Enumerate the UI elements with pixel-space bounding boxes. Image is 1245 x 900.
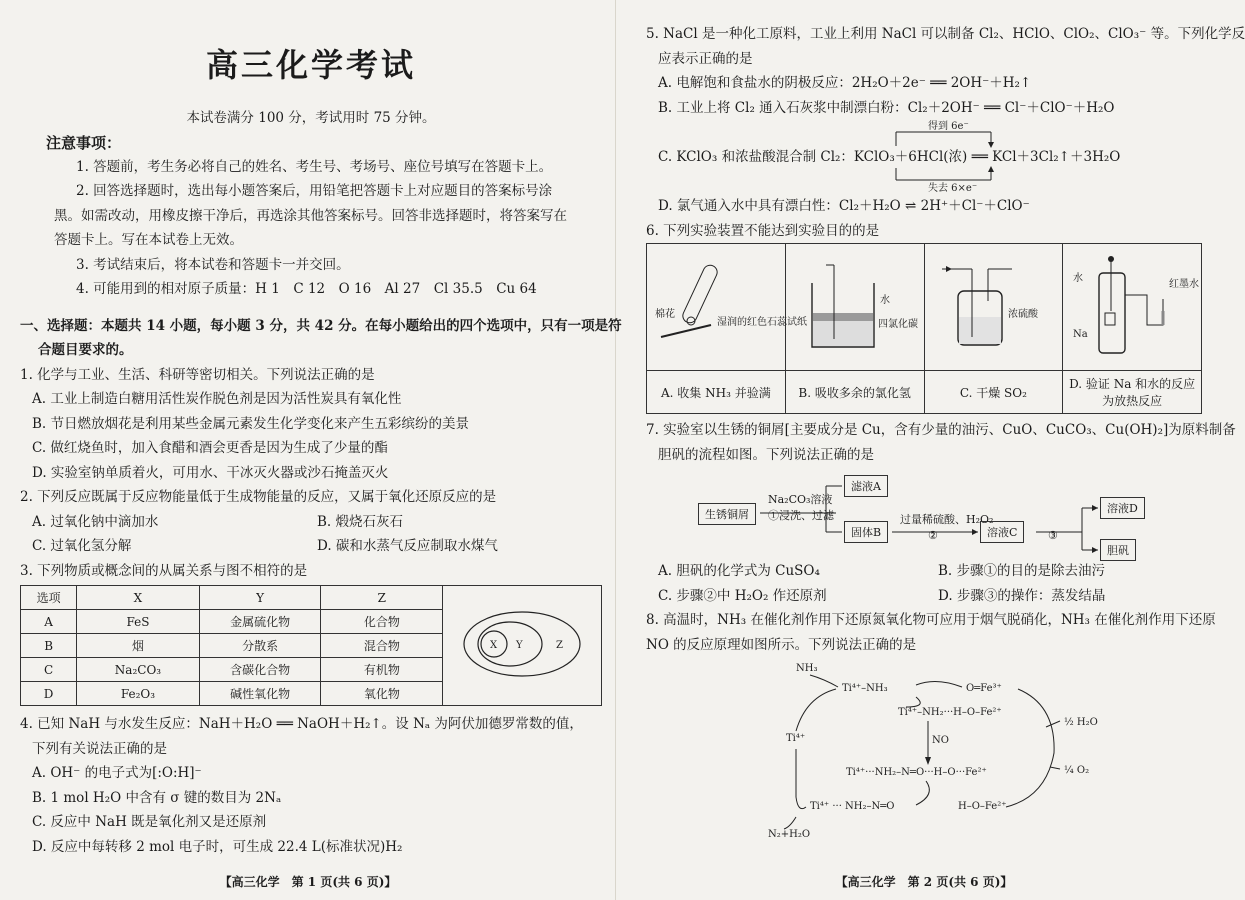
table-cell: 分散系 (199, 634, 321, 658)
question-6 (646, 219, 1218, 415)
caption-b: B. 吸收多余的氯化氢 (785, 371, 924, 414)
venn-label-x: X (490, 640, 498, 651)
table-cell: 氧化物 (321, 682, 443, 706)
option-d: D. 氯气通入水中具有漂白性：Cl₂＋H₂O ⇌ 2H⁺＋Cl⁻＋ClO⁻ (658, 198, 1030, 214)
question-stem: 3. 下列物质或概念间的从属关系与图不相符的是 (20, 562, 308, 579)
flow-step1: ①浸洗、过滤 (768, 509, 834, 522)
table-cell: 碱性氧化物 (199, 682, 321, 706)
label-h2so4: 浓硫酸 (1008, 308, 1039, 320)
page-2 (616, 0, 1245, 900)
flow-reagent2: 过量稀硫酸、H₂O₂ (900, 513, 994, 526)
node-ti-nh2-h-o-fe2: Ti⁴⁺–NH₂···H–O–Fe²⁺ (898, 707, 1002, 718)
question-stem: 6. 下列实验装置不能达到实验目的的是 (646, 222, 880, 239)
option-d: D. 碳和水蒸气反应制取水煤气 (317, 538, 498, 554)
apparatus-d-figure (1067, 251, 1200, 361)
flow-start: 生锈铜屑 (698, 503, 756, 525)
notice-item: 1. 答题前，考生务必将自己的姓名、考生号、考场号、座位号填写在答题卡上。 (76, 158, 553, 175)
notice-item: 4. 可能用到的相对原子质量：H 1 C 12 O 16 Al 27 Cl 35.5 Cu 64 (76, 281, 537, 297)
question-stem: 4. 已知 NaH 与水发生反应：NaH＋H₂O ══ NaOH＋H₂↑。设 Nₐ 为阿伏加德罗常数的值， (20, 716, 583, 732)
apparatus-b-figure (790, 251, 920, 361)
flow-step3: ③ (1048, 529, 1058, 542)
notice-item: 答题卡上。写在本试卷上无效。 (54, 232, 243, 248)
page-footer: 【高三化学 第 1 页(共 6 页)】 (219, 875, 397, 889)
label-ccl4: 四氯化碳 (877, 318, 918, 330)
notice-list (20, 155, 602, 302)
option-c: C. 做红烧鱼时，加入食醋和酒会更香是因为生成了少量的酯 (32, 440, 388, 456)
table-cell: 有机物 (321, 658, 443, 682)
table-header: Z (321, 586, 443, 610)
node-o-fe3: O═Fe³⁺ (966, 683, 1002, 694)
node-quarter-o2: ¼ O₂ (1064, 765, 1090, 776)
option-a: A. 过氧化钠中滴加水 (32, 513, 159, 530)
option-b: B. 节日燃放烟花是利用某些金属元素发生化学变化来产生五彩缤纷的美景 (32, 415, 470, 432)
flow-step2: ② (928, 529, 938, 542)
apparatus-c-figure (928, 251, 1058, 361)
page-footer: 【高三化学 第 2 页(共 6 页)】 (835, 875, 1013, 889)
exam-title: 高三化学考试 (205, 46, 416, 84)
notice-item: 黑。如需改动，用橡皮擦干净后，再选涂其他答案标号。回答非选择题时，将答案写在 (54, 207, 567, 224)
question-stem-cont: 应表示正确的是 (658, 50, 753, 67)
apparatus-a (647, 244, 807, 371)
label-na: Na (1073, 328, 1088, 340)
flow-filtrate: 滤液A (844, 475, 888, 497)
caption-a: A. 收集 NH₃ 并验满 (647, 371, 786, 414)
label-water-d: 水 (1073, 272, 1084, 284)
question-stem: 7. 实验室以生锈的铜屑[主要成分是 Cu，含有少量的油污、CuO、CuCO₃、Cu(OH)₂]为原料制备 (646, 422, 1236, 438)
reaction-cycle-diagram (646, 657, 1206, 847)
notice-item: 2. 回答选择题时，选出每小题答案后，用铅笔把答题卡上对应题目的答案标号涂 (76, 183, 553, 199)
table-cell: 混合物 (321, 634, 443, 658)
table-header: Y (199, 586, 321, 610)
apparatus-a-figure (651, 251, 807, 361)
option-a: A. OH⁻ 的电子式为[:O:H]⁻ (32, 765, 202, 781)
question-stem: 8. 高温时，NH₃ 在催化剂作用下还原氮氧化物可应用于烟气脱硝化，NH₃ 在催化剂作用下还原 (646, 612, 1216, 628)
table-cell: Fe₂O₃ (77, 682, 200, 706)
node-half-h2o: ½ H₂O (1064, 717, 1098, 728)
venn-diagram (452, 596, 592, 692)
option-b: B. 工业上将 Cl₂ 通入石灰浆中制漂白粉：Cl₂＋2OH⁻ ══ Cl⁻＋ClO⁻＋H₂O (658, 99, 1115, 116)
table-cell: FeS (77, 610, 200, 634)
flow-solution-c: 溶液C (980, 521, 1024, 543)
question-1 (20, 363, 602, 486)
option-c-block (646, 120, 1218, 194)
table-cell: 化合物 (321, 610, 443, 634)
table-cell: D (21, 682, 77, 706)
table-cell: 金属硫化物 (199, 610, 321, 634)
option-c: C. KClO₃ 和浓盐酸混合制 Cl₂：KClO₃＋6HCl(浓) ══ KCl＋3Cl₂↑＋3H₂O (658, 149, 1121, 165)
question-8 (646, 608, 1218, 851)
question-stem: 2. 下列反应既属于反应物能量低于生成物能量的反应，又属于氧化还原反应的是 (20, 489, 497, 505)
label-red-ink: 红墨水 (1169, 278, 1200, 290)
venn-label-y: Y (516, 640, 523, 651)
table-cell: A (21, 610, 77, 634)
node-no: NO (932, 735, 949, 746)
apparatus-d (1063, 244, 1202, 371)
apparatus-b (785, 244, 924, 371)
question-stem-cont: NO 的反应原理如图所示。下列说法正确的是 (646, 636, 917, 653)
lose-label: 失去 6×e⁻ (928, 183, 978, 194)
table-header: X (77, 586, 200, 610)
venn-label-z: Z (556, 640, 564, 651)
question-3 (20, 559, 602, 707)
q3-table (20, 585, 602, 706)
node-ti4: Ti⁴⁺ (786, 733, 806, 744)
option-c: C. 反应中 NaH 既是氧化剂又是还原剂 (32, 814, 267, 830)
apparatus-c (924, 244, 1063, 371)
page-1 (0, 0, 622, 900)
node-ti-nh2-n-o: Ti⁴⁺···NH₂–N═O···H–O···Fe²⁺ (846, 767, 987, 778)
option-b: B. 煅烧石灰石 (317, 513, 404, 530)
node-ti-nh2-no: Ti⁴⁺ ··· NH₂–N═O (810, 801, 895, 812)
option-a: A. 工业上制造白糖用活性炭作脱色剂是因为活性炭具有氧化性 (32, 391, 402, 407)
label-litmus: 湿润的红色石蕊试纸 (716, 316, 807, 328)
option-a: A. 胆矾的化学式为 CuSO₄ (658, 563, 820, 579)
node-n2-h2o: N₂+H₂O (768, 829, 811, 840)
caption-d: D. 验证 Na 和水的反应为放热反应 (1063, 371, 1202, 414)
option-d: D. 实验室钠单质着火，可用水、干冰灭火器或沙石掩盖灭火 (32, 464, 389, 481)
node-nh3: NH₃ (796, 663, 818, 674)
venn-cell (443, 586, 602, 706)
question-2 (20, 485, 602, 559)
table-cell: B (21, 634, 77, 658)
question-stem: 5. NaCl 是一种化工原料，工业上利用 NaCl 可以制备 Cl₂、HClO、ClO₂、ClO₃⁻ 等。下列化学反 (646, 26, 1245, 42)
question-5 (646, 22, 1245, 219)
option-d: D. 反应中每转移 2 mol 电子时，可生成 22.4 L(标准状况)H₂ (32, 838, 403, 855)
table-header: 选项 (21, 586, 77, 610)
table-cell: C (21, 658, 77, 682)
exam-subtitle: 本试卷满分 100 分，考试用时 75 分钟。 (186, 110, 436, 126)
node-ti-nh3: Ti⁴⁺–NH₃ (842, 683, 888, 694)
label-cotton: 棉花 (654, 308, 675, 320)
flow-reagent1: Na₂CO₃溶液 (768, 493, 833, 506)
flow-solution-d: 溶液D (1100, 497, 1145, 519)
section-heading: 一、选择题：本题共 14 小题，每小题 3 分，共 42 分。在每小题给出的四个选项中，只有一项是符 (20, 317, 622, 334)
notice-heading: 注意事项： (46, 133, 122, 152)
option-b: B. 步骤①的目的是除去油污 (938, 563, 1106, 579)
q6-apparatus-table (646, 243, 1202, 414)
gain-label: 得到 6e⁻ (928, 121, 969, 132)
section-heading-cont: 合题目要求的。 (38, 342, 133, 358)
option-c: C. 过氧化氢分解 (32, 538, 132, 554)
table-cell: Na₂CO₃ (77, 658, 200, 682)
option-d: D. 步骤③的操作：蒸发结晶 (938, 587, 1106, 604)
caption-c: C. 干燥 SO₂ (924, 371, 1063, 414)
flow-solid: 固体B (844, 521, 888, 543)
table-cell: 烟 (77, 634, 200, 658)
notice-item: 3. 考试结束后，将本试卷和答题卡一并交回。 (76, 256, 350, 273)
label-water: 水 (879, 294, 890, 306)
question-stem: 1. 化学与工业、生活、科研等密切相关。下列说法正确的是 (20, 366, 375, 383)
q7-flowchart (646, 467, 1218, 559)
question-stem-cont: 下列有关说法正确的是 (32, 740, 167, 757)
question-4 (20, 712, 602, 859)
option-c: C. 步骤②中 H₂O₂ 作还原剂 (658, 587, 827, 604)
question-stem-cont: 胆矾的流程如图。下列说法正确的是 (658, 446, 874, 463)
table-cell: 含碳化合物 (199, 658, 321, 682)
node-h-o-fe2: H–O–Fe²⁺ (958, 801, 1007, 812)
question-7 (646, 418, 1236, 608)
flow-product: 胆矾 (1100, 539, 1136, 561)
option-b: B. 1 mol H₂O 中含有 σ 键的数目为 2Nₐ (32, 789, 282, 806)
option-a: A. 电解饱和食盐水的阴极反应：2H₂O＋2e⁻ ══ 2OH⁻＋H₂↑ (658, 75, 1032, 91)
